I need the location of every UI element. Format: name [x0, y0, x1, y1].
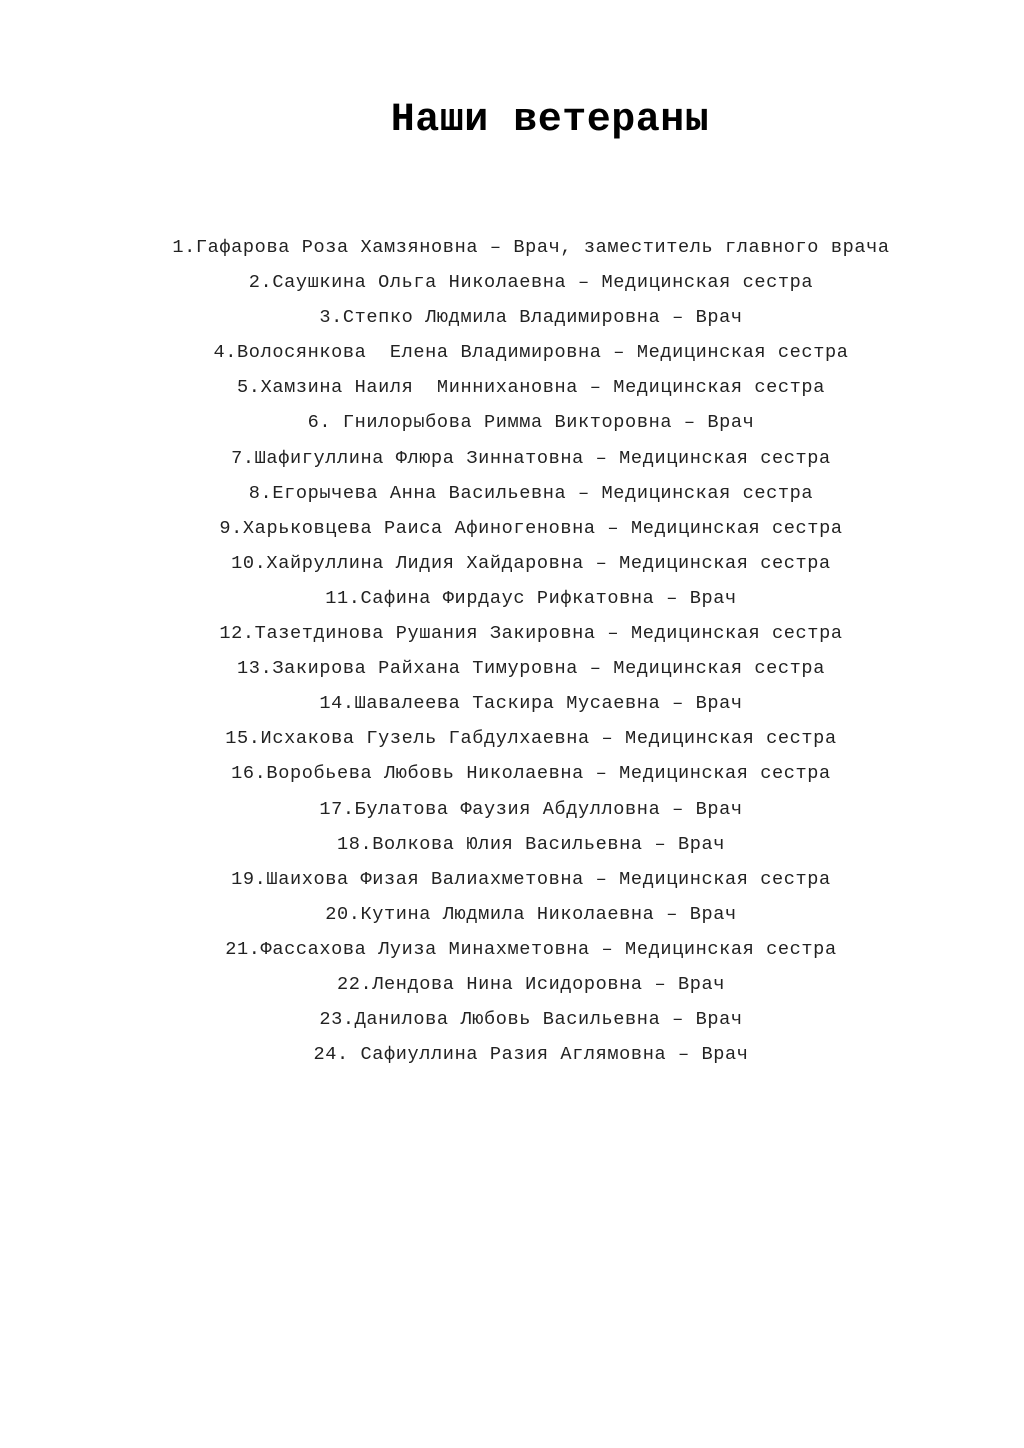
veterans-list: [0, 230, 1024, 1072]
list-item: 12.Тазетдинова Рушания Закировна – Медицинская сестра: [219, 623, 843, 645]
list-item: 7.Шафигуллина Флюра Зиннатовна – Медицинская сестра: [231, 447, 831, 469]
list-item: 9.Харьковцева Раиса Афиногеновна – Медицинская сестра: [219, 517, 843, 539]
list-item: 15.Исхакова Гузель Габдулхаевна – Медицинская сестра: [225, 728, 837, 750]
list-item: 14.Шавалеева Таскира Мусаевна – Врач: [319, 693, 743, 715]
list-item: 17.Булатова Фаузия Абдулловна – Врач: [319, 798, 743, 820]
list-item: 13.Закирова Райхана Тимуровна – Медицинская сестра: [237, 658, 825, 680]
list-item: 24. Сафиуллина Разия Аглямовна – Врач: [313, 1044, 749, 1066]
page-title: Наши ветераны: [390, 98, 710, 143]
list-item: 5.Хамзина Наиля Миннихановна – Медицинская сестра: [237, 377, 825, 399]
list-item: 22.Лендова Нина Исидоровна – Врач: [336, 973, 726, 995]
list-item: 3.Степко Людмила Владимировна – Врач: [319, 307, 743, 329]
list-item: 11.Сафина Фирдаус Рифкатовна – Врач: [325, 587, 737, 609]
list-item: 19.Шаихова Физая Валиахметовна – Медицинская сестра: [231, 868, 831, 890]
list-item: 6. Гнилорыбова Римма Викторовна – Врач: [307, 412, 755, 434]
list-item: 10.Хайруллина Лидия Хайдаровна – Медицинская сестра: [231, 552, 831, 574]
list-item: 4.Волосянкова Елена Владимировна – Медицинская сестра: [213, 342, 849, 364]
list-item: 16.Воробьева Любовь Николаевна – Медицинская сестра: [231, 763, 831, 785]
list-item: 1.Гафарова Роза Хамзяновна – Врач, заместитель главного врача: [172, 237, 890, 258]
list-item: 2.Саушкина Ольга Николаевна – Медицинская сестра: [248, 272, 814, 294]
list-item: 21.Фассахова Луиза Минахметовна – Медицинская сестра: [225, 938, 837, 960]
list-item: 20.Кутина Людмила Николаевна – Врач: [325, 903, 737, 925]
list-item: 8.Егорычева Анна Васильевна – Медицинская сестра: [248, 482, 814, 504]
list-item: 23.Данилова Любовь Васильевна – Врач: [319, 1009, 743, 1031]
list-item: 18.Волкова Юлия Васильевна – Врач: [336, 833, 726, 855]
